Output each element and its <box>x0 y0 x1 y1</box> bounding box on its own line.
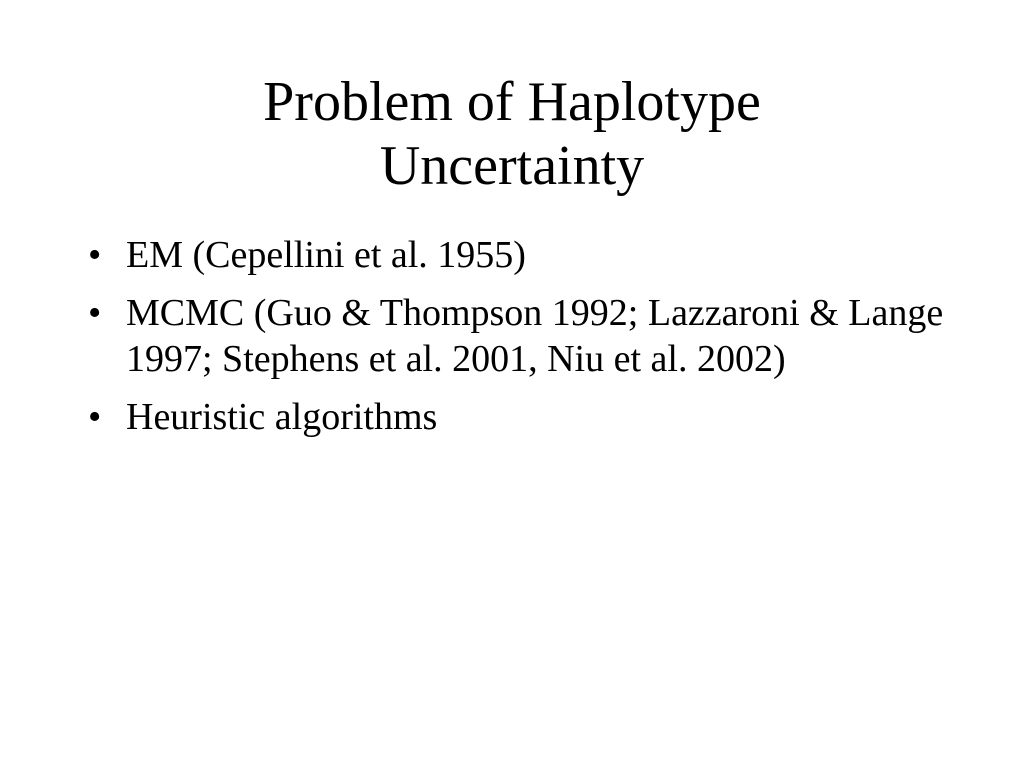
bullet-list <box>88 232 958 452</box>
bullet-item-heuristic <box>88 394 958 440</box>
slide-title-line-1: Problem of Haplotype <box>263 71 761 133</box>
bullet-marker: • <box>88 292 102 334</box>
bullet-item-em <box>88 232 958 278</box>
bullet-text: MCMC (Guo & Thompson 1992; Lazzaroni & Lange 1997; Stephens et al. 2001, Niu et al. 2002) <box>126 292 944 380</box>
bullet-item-mcmc <box>88 290 958 382</box>
slide-title <box>0 70 1024 198</box>
bullet-text: EM (Cepellini et al. 1955) <box>126 234 526 276</box>
slide-title-line-2: Uncertainty <box>379 135 645 197</box>
bullet-text: Heuristic algorithms <box>126 396 438 438</box>
bullet-marker: • <box>88 234 102 276</box>
bullet-marker: • <box>88 396 102 438</box>
